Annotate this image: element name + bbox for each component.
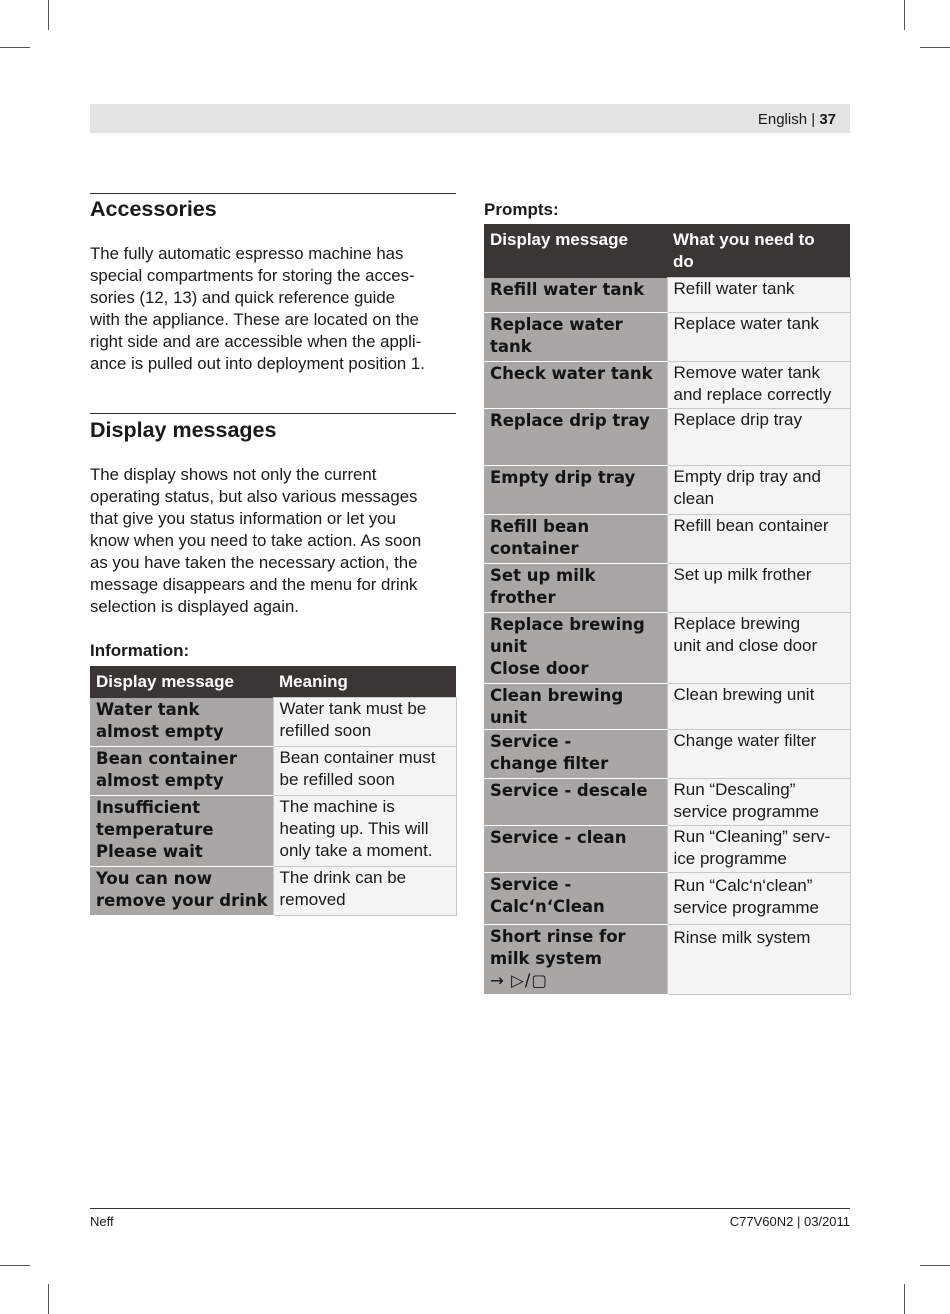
information-label: Information: [90, 641, 190, 660]
display-message-text: Short rinse for milk system [490, 927, 626, 968]
column-header: What you need to do [667, 224, 850, 278]
paragraph-line: operating status, but also various messages [90, 487, 418, 506]
table-row [90, 747, 456, 796]
table-row [484, 409, 850, 466]
table-row [484, 925, 850, 995]
action-cell: Change water filter [667, 730, 850, 779]
paragraph-line: special compartments for storing the acces- [90, 266, 415, 285]
display-message-cell: Clean brewing unit [484, 684, 667, 730]
paragraph-line: as you have taken the necessary action, the [90, 553, 418, 572]
action-cell: Refill water tank [667, 278, 850, 313]
prompts-label: Prompts: [484, 200, 559, 219]
crop-mark [920, 1265, 950, 1266]
display-message-cell: Service - Calc‘n‘Clean [484, 873, 667, 925]
prompts-table [484, 224, 851, 995]
paragraph-line: sories (12, 13) and quick reference guide [90, 288, 396, 307]
meaning-cell: The drink can be removed [273, 867, 456, 916]
table-row [484, 313, 850, 362]
table-row [484, 613, 850, 684]
paragraph-line: right side and are accessible when the appli- [90, 332, 422, 351]
action-cell: Run “Calc‘n‘clean” service programme [667, 873, 850, 925]
footer-brand: Neff [90, 1214, 114, 1229]
display-message-cell: Refill bean container [484, 515, 667, 564]
meaning-cell: The machine is heating up. This will only take a moment. [273, 796, 456, 867]
header-text [758, 111, 836, 128]
table-row [90, 867, 456, 916]
table-row [90, 698, 456, 747]
display-message-cell: Set up milk frother [484, 564, 667, 613]
header-language: English [757, 111, 808, 128]
action-cell: Refill bean container [667, 515, 850, 564]
crop-mark [48, 1284, 49, 1314]
display-message-cell: Service - descale [484, 779, 667, 826]
crop-mark [0, 1265, 30, 1266]
display-message-cell: Check water tank [484, 362, 667, 409]
section-title-accessories: Accessories [90, 197, 217, 221]
table-row [484, 779, 850, 826]
header-separator: | [811, 111, 816, 128]
crop-mark [48, 0, 49, 30]
action-cell: Remove water tank and replace correctly [667, 362, 850, 409]
section-rule [90, 193, 456, 194]
display-message-cell: Replace drip tray [484, 409, 667, 466]
section-rule [90, 413, 456, 414]
paragraph-line: ance is pulled out into deployment position 1. [90, 354, 425, 373]
action-cell: Clean brewing unit [667, 684, 850, 730]
table-header-row [484, 224, 850, 278]
table-row [90, 796, 456, 867]
table-row [484, 466, 850, 515]
table-row [484, 826, 850, 873]
footer-rule [90, 1208, 850, 1209]
accessories-paragraph [90, 243, 425, 375]
crop-mark [0, 47, 30, 48]
paragraph-line: selection is displayed again. [90, 597, 299, 616]
paragraph-line: with the appliance. These are located on the [90, 310, 420, 329]
footer-model-date: C77V60N2 | 03/2011 [729, 1214, 850, 1229]
display-message-cell: Insufficient temperature Please wait [90, 796, 273, 867]
column-header: Display message [484, 224, 667, 278]
action-cell: Replace drip tray [667, 409, 850, 466]
paragraph-line: message disappears and the menu for drink [90, 575, 418, 594]
table-row [484, 873, 850, 925]
paragraph-line: The display shows not only the current [90, 465, 377, 484]
crop-mark [904, 0, 905, 30]
column-header: Display message [90, 666, 273, 698]
section-title-display-messages: Display messages [90, 418, 277, 442]
table-row [484, 278, 850, 313]
action-cell: Run “Cleaning” serv- ice programme [667, 826, 850, 873]
action-cell: Replace brewing unit and close door [667, 613, 850, 684]
table-row [484, 684, 850, 730]
meaning-cell: Bean container must be refilled soon [273, 747, 456, 796]
paragraph-line: The fully automatic espresso machine has [90, 244, 404, 263]
crop-mark [904, 1284, 905, 1314]
display-message-cell: Empty drip tray [484, 466, 667, 515]
display-message-cell: Replace brewing unit Close door [484, 613, 667, 684]
display-message-cell: Bean container almost empty [90, 747, 273, 796]
action-cell: Empty drip tray and clean [667, 466, 850, 515]
column-header: Meaning [273, 666, 456, 698]
display-message-cell: Replace water tank [484, 313, 667, 362]
table-row [484, 515, 850, 564]
meaning-cell: Water tank must be refilled soon [273, 698, 456, 747]
display-messages-paragraph [90, 464, 421, 618]
action-cell: Replace water tank [667, 313, 850, 362]
table-row [484, 730, 850, 779]
page-number: 37 [819, 111, 836, 128]
table-header-row [90, 666, 456, 698]
paragraph-line: that give you status information or let you [90, 509, 396, 528]
display-message-cell: You can now remove your drink [90, 867, 273, 916]
action-cell: Set up milk frother [667, 564, 850, 613]
table-row [484, 362, 850, 409]
table-row [484, 564, 850, 613]
information-table [90, 666, 457, 916]
display-message-cell: Refill water tank [484, 278, 667, 313]
milk-rinse-symbol-icon: → ▷/▢ [490, 971, 548, 990]
display-message-cell: Water tank almost empty [90, 698, 273, 747]
display-message-cell: Service - change filter [484, 730, 667, 779]
page-header [90, 104, 850, 133]
action-cell: Rinse milk system [667, 925, 850, 995]
paragraph-line: know when you need to take action. As soon [90, 531, 422, 550]
display-message-cell: Service - clean [484, 826, 667, 873]
crop-mark [920, 47, 950, 48]
action-cell: Run “Descaling” service programme [667, 779, 850, 826]
display-message-cell [484, 925, 667, 995]
